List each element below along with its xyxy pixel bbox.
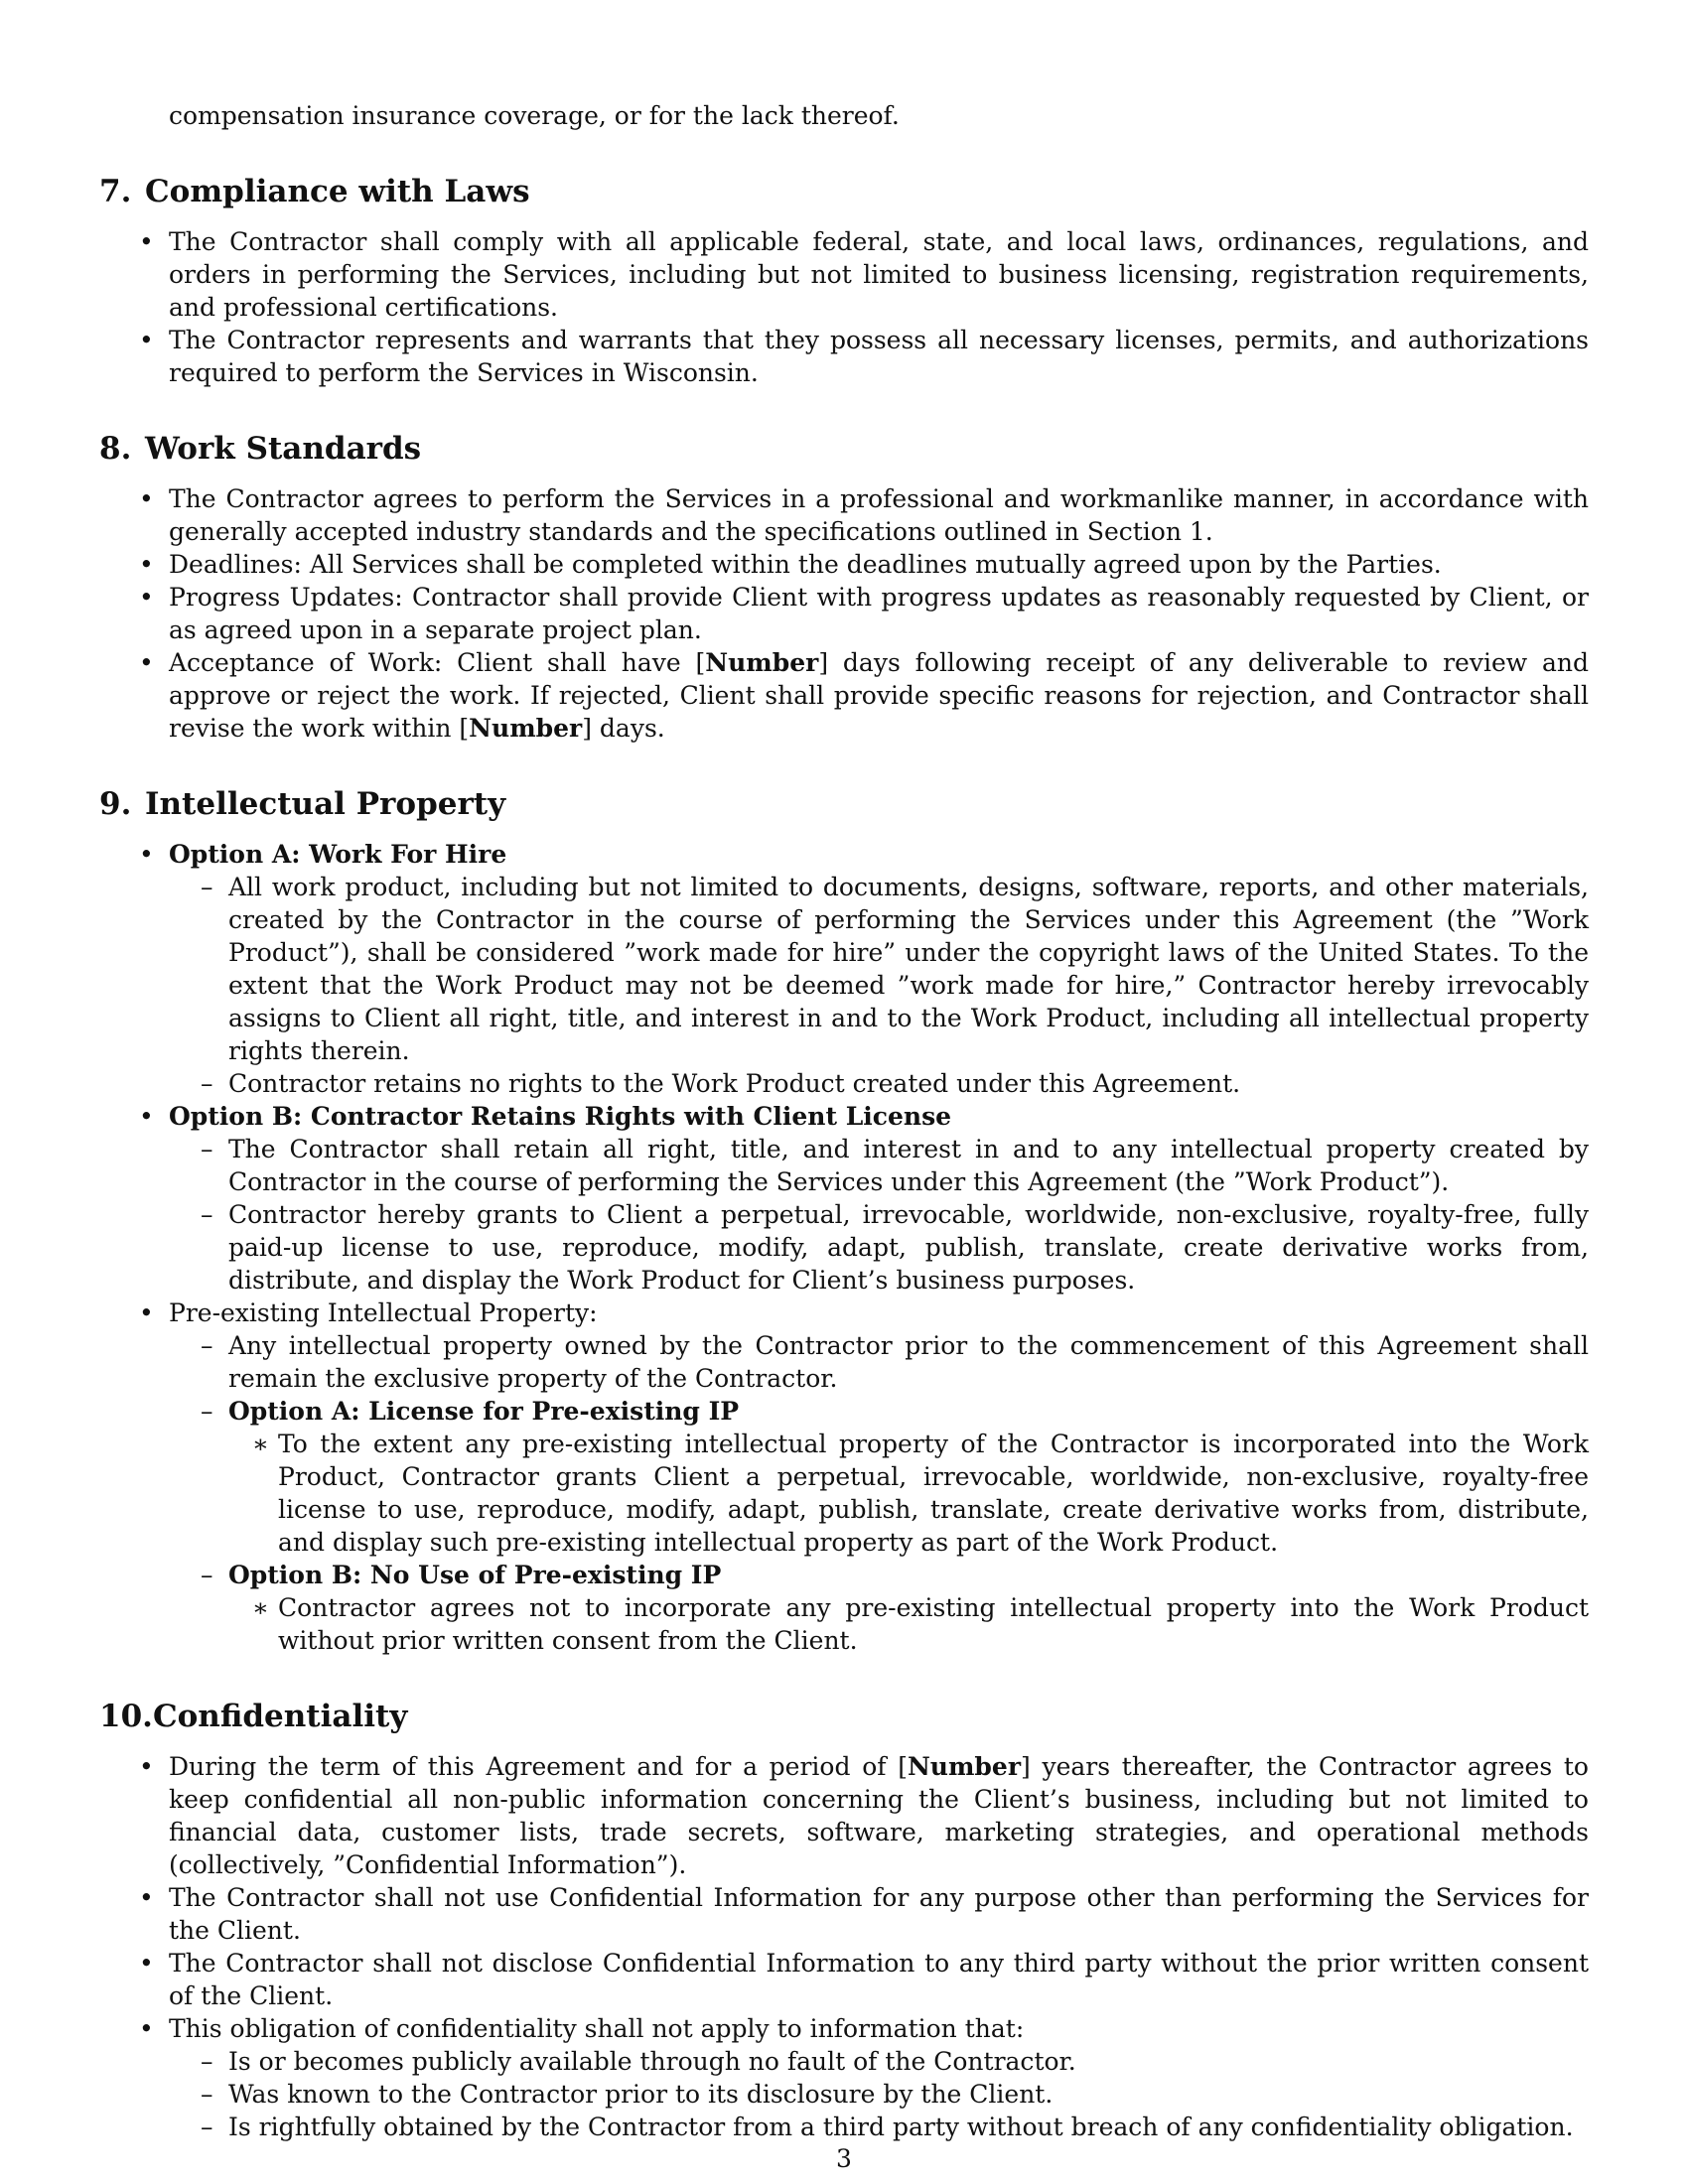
list-item: • Deadlines: All Services shall be completed within the deadlines mutually agreed upon by the Parties. [99,548,1589,581]
text-run: ] days. [582,714,665,743]
option-title: Option B: No Use of Pre-existing IP [228,1561,722,1589]
placeholder-number: Number [907,1752,1021,1781]
sub-list-item: – Is rightfully obtained by the Contractor from a third party without breach of any confidentiality obligation. [169,2111,1589,2143]
sub-list-item: – All work product, including but not limited to documents, designs, software, reports, and other materials, created by the Contractor in the course of performing the Services under this Agreement (the ”Work Product”), shall be considered ”work made for hire” under the copyright laws of the United States. To the extent that the Work Product may not be deemed ”work made for hire,” Contractor hereby irrevocably assigns to Client all right, title, and interest in and to the Work Product, including all intellectual property rights therein. [169,871,1589,1067]
section-7-list [99,225,1589,389]
sub-list-item: – Was known to the Contractor prior to its disclosure by the Client. [169,2078,1589,2111]
sub-list [169,1133,1589,1297]
sub-list [169,2045,1589,2143]
text-run: During the term of this Agreement and for a period of [ [169,1752,908,1781]
list-item [99,2012,1589,2143]
text-run: ] years thereafter, the Contractor agrees to keep confidential all non-public information concerning the Client’s business, including but not limited to financial data, customer lists, trade secrets, software, marketing strategies, and operational methods (collectively, ”Confidential Information”). [169,1752,1589,1879]
continued-paragraph: compensation insurance coverage, or for the lack thereof. [169,101,900,130]
sub-sub-list-item: ∗ To the extent any pre-existing intellectual property of the Contractor is incorporated into the Work Product, Contractor grants Client a perpetual, irrevocable, worldwide, non-exclusive, royalty-free license to use, reproduce, modify, adapt, publish, translate, create derivative works from, distribute, and display such pre-existing intellectual property as part of the Work Product. [228,1428,1589,1559]
sub-sub-list [228,1428,1589,1559]
section-title: Confidentiality [152,1699,408,1734]
list-item: • The Contractor represents and warrants that they possess all necessary licenses, permits, and authorizations required to perform the Services in Wisconsin. [99,324,1589,389]
list-item [99,1750,1589,1881]
list-item: • The Contractor shall comply with all applicable federal, state, and local laws, ordinances, regulations, and orders in performing the Services, including but not limited to business licensing, registration requirements, and professional certifications. [99,225,1589,324]
sub-list-item: – Contractor retains no rights to the Work Product created under this Agreement. [169,1067,1589,1100]
section-9-heading [99,784,1589,824]
list-item [99,1297,1589,1657]
sub-list-item [169,1395,1589,1559]
page-content [99,99,1589,2143]
list-item-label: Pre-existing Intellectual Property: [169,1298,598,1327]
list-item-label: This obligation of confidentiality shall not apply to information that: [169,2014,1025,2043]
text-run: Acceptance of Work: Client shall have [ [169,648,706,677]
section-title: Work Standards [145,431,422,467]
text-run: ] days following receipt of any deliverable to review and approve or reject the work. If rejected, Client shall provide specific reasons for rejection, and Contractor shall revise the work within [ [169,648,1589,743]
section-number: 7. [99,174,132,209]
option-title: Option A: Work For Hire [169,840,507,869]
sub-list-item: – The Contractor shall retain all right, title, and interest in and to any intellectual property created by Contractor in the course of performing the Services under this Agreement (the ”Work Product”). [169,1133,1589,1198]
option-title: Option B: Contractor Retains Rights with Client License [169,1102,952,1131]
list-item [99,646,1589,745]
sub-sub-list [228,1591,1589,1657]
section-8-heading [99,429,1589,469]
list-item: • Progress Updates: Contractor shall provide Client with progress updates as reasonably requested by Client, or as agreed upon in a separate project plan. [99,581,1589,646]
section-number: 9. [99,786,132,822]
page-number: 3 [836,2144,852,2173]
list-item [99,838,1589,1100]
section-title: Compliance with Laws [145,174,530,209]
sub-sub-list-item: ∗ Contractor agrees not to incorporate any pre-existing intellectual property into the Work Product without prior written consent from the Client. [228,1591,1589,1657]
sub-list-item: – Is or becomes publicly available through no fault of the Contractor. [169,2045,1589,2078]
placeholder-number: Number [469,714,583,743]
section-7-heading [99,172,1589,211]
section-title: Intellectual Property [145,786,506,822]
placeholder-number: Number [705,648,819,677]
option-title: Option A: License for Pre-existing IP [228,1397,740,1426]
sub-list-item: – Contractor hereby grants to Client a perpetual, irrevocable, worldwide, non-exclusive, royalty-free, fully paid-up license to use, reproduce, modify, adapt, publish, translate, create derivative works from, distribute, and display the Work Product for Client’s business purposes. [169,1198,1589,1297]
sub-list-item [169,1559,1589,1657]
list-item [99,1100,1589,1297]
sub-list-item: – Any intellectual property owned by the Contractor prior to the commencement of this Agreement shall remain the exclusive property of the Contractor. [169,1329,1589,1395]
list-item: • The Contractor shall not use Confidential Information for any purpose other than performing the Services for the Client. [99,1881,1589,1947]
list-item: • The Contractor agrees to perform the Services in a professional and workmanlike manner, in accordance with generally accepted industry standards and the specifications outlined in Section 1. [99,482,1589,548]
sub-list [169,871,1589,1100]
list-item: • The Contractor shall not disclose Confidential Information to any third party without the prior written consent of the Client. [99,1947,1589,2012]
sub-list [169,1329,1589,1657]
section-number: 10. [99,1699,153,1734]
section-8-list [99,482,1589,745]
section-number: 8. [99,431,132,467]
section-10-list [99,1750,1589,2143]
section-9-list [99,838,1589,1657]
section-10-heading [99,1697,1589,1736]
